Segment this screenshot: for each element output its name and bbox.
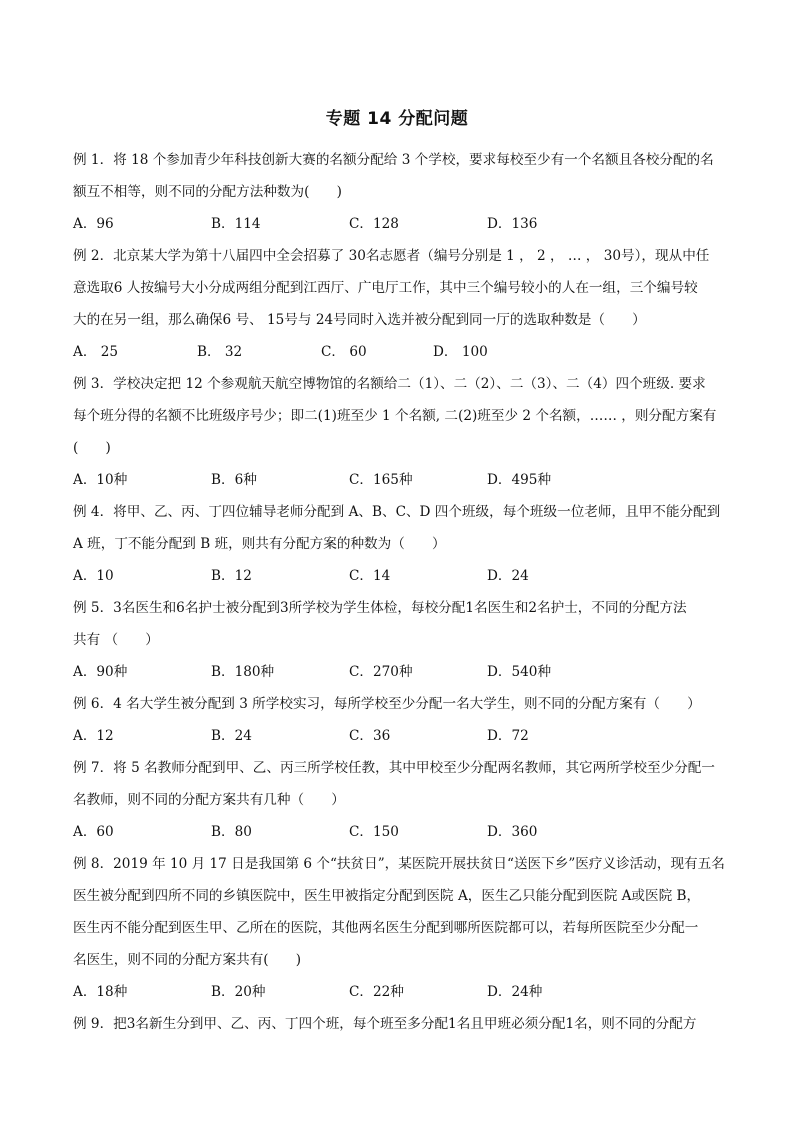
question-text-line: 医生被分配到四所不同的乡镇医院中，医生甲被指定分配到医院 A，医生乙只能分配到医院 A或医院 B， (73, 888, 701, 904)
question-text-line: 例 1．将 18 个参加青少年科技创新大赛的名额分配给 3 个学校，要求每校至少有一个名额且各校分配的名 (73, 152, 714, 168)
question-text-line: ( ) (73, 440, 111, 456)
option-b: B．80 (211, 824, 252, 840)
option-d: D．360 (487, 824, 538, 840)
option-b: B．6种 (211, 472, 257, 488)
question-7 (73, 752, 723, 848)
option-b: B． 32 (197, 344, 243, 360)
question-text-line: 例 3．学校决定把 12 个参观航天航空博物馆的名额给二（1）、二（2）、二（3）、二（4）四个班级. 要求 (73, 376, 706, 392)
option-a: A．90种 (73, 664, 128, 680)
option-c: C．165种 (349, 472, 413, 488)
answer-options (73, 656, 723, 688)
question-text-line: 大的在另一组，那么确保6 号、 15号与 24号同时入选并被分配到同一厅的选取种数是（ ） (73, 312, 646, 328)
answer-options (73, 560, 723, 592)
option-c: C．14 (349, 568, 391, 584)
question-text-line: 例 6．4 名大学生被分配到 3 所学校实习，每所学校至少分配一名大学生，则不同的分配方案有（ ） (73, 696, 701, 712)
question-text-line: 例 9．把3名新生分到甲、乙、丙、丁四个班，每个班至多分配1名且甲班必须分配1名，则不同的分配方 (73, 1016, 697, 1032)
option-d: D．24种 (487, 984, 543, 1000)
question-1 (73, 144, 723, 240)
option-b: B．12 (211, 568, 252, 584)
option-d: D．495种 (487, 472, 552, 488)
option-b: B．20种 (211, 984, 266, 1000)
answer-options (73, 816, 723, 848)
question-9 (73, 1008, 723, 1040)
option-a: A．12 (73, 728, 114, 744)
question-4 (73, 496, 723, 592)
question-list (73, 144, 723, 1040)
option-d: D．24 (487, 568, 529, 584)
answer-options (73, 336, 723, 368)
option-a: A． 25 (73, 344, 119, 360)
option-a: A．18种 (73, 984, 128, 1000)
question-text-line: 共有 （ ） (73, 632, 159, 648)
option-d: D． 100 (433, 344, 488, 360)
answer-options (73, 720, 723, 752)
question-5 (73, 592, 723, 688)
option-d: D．136 (487, 216, 538, 232)
question-text-line: 额互不相等，则不同的分配方法种数为( ) (73, 184, 342, 200)
option-b: B．114 (211, 216, 261, 232)
question-text-line: 例 7．将 5 名教师分配到甲、乙、丙三所学校任教，其中甲校至少分配两名教师，其它两所学校至少分配一 (73, 760, 715, 776)
option-d: D．72 (487, 728, 529, 744)
answer-options (73, 464, 723, 496)
option-b: B．180种 (211, 664, 275, 680)
question-6 (73, 688, 723, 752)
option-d: D．540种 (487, 664, 552, 680)
answer-options (73, 976, 723, 1008)
option-c: C．128 (349, 216, 399, 232)
question-text-line: 例 8．2019 年 10 月 17 日是我国第 6 个“扶贫日”，某医院开展扶贫日“送医下乡”医疗义诊活动，现有五名 (73, 856, 725, 872)
option-a: A．10 (73, 568, 114, 584)
question-2 (73, 240, 723, 368)
question-text-line: 名教师，则不同的分配方案共有几种（ ） (73, 792, 345, 808)
option-c: C．22种 (349, 984, 404, 1000)
option-a: A．96 (73, 216, 114, 232)
question-text-line: 例 5．3名医生和6名护士被分配到3所学校为学生体检，每校分配1名医生和2名护士，不同的分配方法 (73, 600, 687, 616)
question-text-line: 例 4．将甲、乙、丙、丁四位辅导老师分配到 A、B、C、D 四个班级，每个班级一位老师，且甲不能分配到 (73, 504, 721, 520)
question-text-line: A 班，丁不能分配到 B 班，则共有分配方案的种数为（ ） (73, 536, 446, 552)
option-c: C．36 (349, 728, 391, 744)
question-text-line: 名医生，则不同的分配方案共有( ) (73, 952, 302, 968)
option-c: C．150 (349, 824, 399, 840)
option-c: C． 60 (321, 344, 367, 360)
option-b: B．24 (211, 728, 252, 744)
question-3 (73, 368, 723, 496)
question-text-line: 每个班分得的名额不比班级序号少；即二(1)班至少 1 个名额, 二(2)班至少 2 个名额，…… ，则分配方案有 (73, 408, 717, 424)
option-a: A．10种 (73, 472, 128, 488)
option-c: C．270种 (349, 664, 413, 680)
question-text-line: 医生丙不能分配到医生甲、乙所在的医院，其他两名医生分配到哪所医院都可以，若每所医院至少分配一 (73, 920, 699, 936)
question-text-line: 意选取6 人按编号大小分成两组分配到江西厅、广电厅工作，其中三个编号较小的人在一组，三个编号较 (73, 280, 698, 296)
question-text-line: 例 2．北京某大学为第十八届四中全会招募了 30名志愿者（编号分别是 1 ， 2 ， … ， 30号），现从中任 (73, 248, 710, 264)
page-title: 专题 14 分配问题 (325, 109, 469, 129)
question-8 (73, 848, 723, 1008)
option-a: A．60 (73, 824, 114, 840)
answer-options (73, 208, 723, 240)
